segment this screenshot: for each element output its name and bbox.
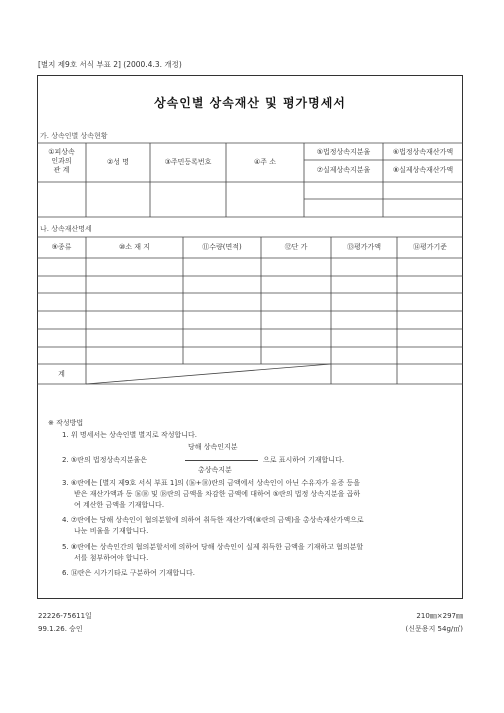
header-assessed-value: ⑬평가가액 [346,243,382,251]
section-a-label: 가. 상속인별 상속현황 [40,132,108,140]
header-location: ⑩소 재 지 [118,243,150,251]
note-4-line2: 나눈 비율을 기재합니다. [74,527,149,535]
note-4-line1: 4. ⑦란에는 당해 상속인이 협의분할에 의하여 취득한 재산가액(⑧란의 금액)을 총상속재산가액으로 [62,516,364,524]
notes-heading: ※ 작성방법 [48,419,84,427]
note-2-prefix: 2. ⑤란의 법정상속지분율은 [62,456,148,464]
footer-approval-date: 99.1.26. 승인 [38,625,83,633]
note-2-fraction-denominator: 총상속지분 [198,466,232,474]
header-type: ⑨종류 [51,243,72,251]
header-name: ②성 명 [106,158,130,166]
note-3-line3: 여 계산한 금액을 기재합니다. [74,501,165,509]
header-resident-number: ③주민등록번호 [164,158,212,166]
note-2-fraction-numerator: 당해 상속인지분 [188,443,238,451]
note-6: 6. ⑭란은 시가기타로 구분하여 기재합니다. [62,569,195,577]
section-b-label: 나. 상속재산명세 [40,225,92,233]
form-reference-note: [별지 제9호 서식 부표 2] (2000.4.3. 개정) [38,60,182,69]
header-actual-inheritance-value: ⑧실제상속재산가액 [392,166,454,174]
footer-paper-size: 210㎜×297㎜ [416,612,463,620]
page-title: 상속인별 상속재산 및 평가명세서 [154,96,346,110]
note-5-line2: 서를 첨부하여야 합니다. [74,554,149,562]
header-legal-inheritance-value: ⑥법정상속재산가액 [392,148,454,156]
header-assessment-basis: ⑭평가기준 [412,243,448,251]
note-3-line2: 받은 재산가액과 동 ⑯⑱ 및 ⑱란의 금액을 차감한 금액에 대하여 ⑤란의 법정 상속지분을 곱하 [74,490,361,498]
footer-paper-type: (신문용지 54g/㎡) [405,625,463,633]
note-3-line1: 3. ⑥란에는 [별지 제9호 서식 부표 1]의 (⑯+⑱)란의 금액에서 상속인이 아닌 수유자가 유증 등을 [62,479,360,487]
header-quantity: ⑪수량(면적) [202,243,242,251]
total-row-label: 계 [58,370,65,378]
header-legal-share-ratio: ⑤법정상속지분율 [316,148,371,156]
header-relationship-line2: 인과의 [51,157,72,165]
header-actual-share-ratio: ⑦실제상속지분율 [316,166,371,174]
note-5-line1: 5. ⑧란에는 상속인간의 협의분할서에 의하여 당해 상속인이 실제 취득한 금액을 기재하고 협의분할 [62,543,364,551]
header-address: ④주 소 [253,158,277,166]
header-unit-price: ⑫단 가 [284,243,308,251]
footer-form-number: 22226-75611일 [38,612,92,620]
note-2-suffix: 으로 표시하여 기재합니다. [263,456,345,464]
note-1: 1. 위 명세서는 상속인별 별지로 작성합니다. [62,431,197,439]
header-relationship-line3: 관 계 [53,166,70,174]
note-2-fraction-bar [185,460,258,461]
header-relationship-line1: ①피상속 [48,148,75,156]
